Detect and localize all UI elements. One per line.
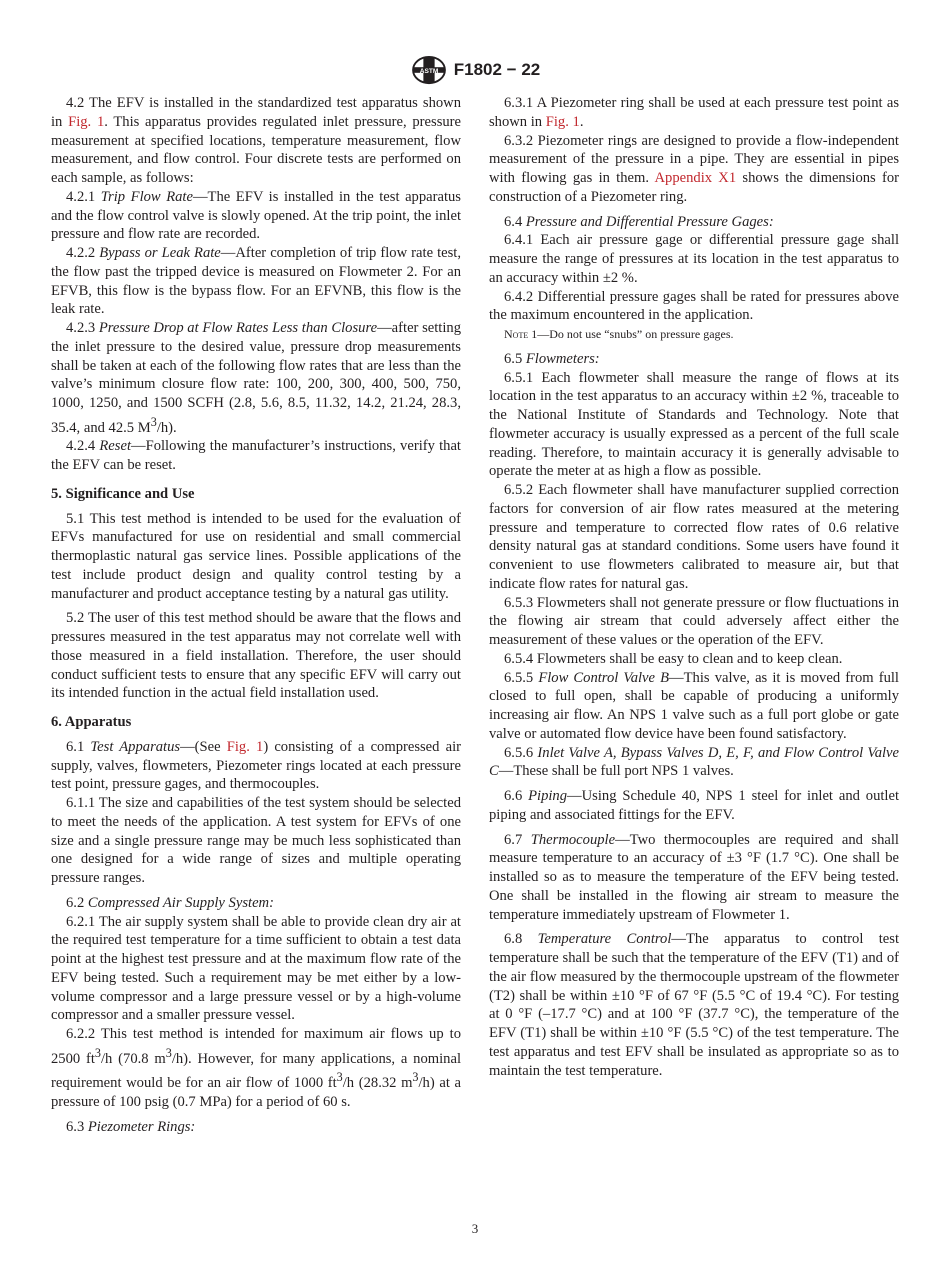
section-heading-5: 5. Significance and Use	[51, 485, 195, 502]
paragraph-6-5-5: 6.5.5 Flow Control Valve B—This valve, as it is moved from full closed to full open, shall be capable of producing a uniformly increasing air flow. An NPS 1 valve such as a full port globe or gate valve or automated flow device have been found satisfactory.	[489, 669, 899, 742]
paragraph-4-2-4: 4.2.4 Reset—Following the manufacturer’s instructions, verify that the EFV can be reset.	[51, 438, 461, 474]
paragraph-6-5-2: 6.5.2 Each flowmeter shall have manufacturer supplied correction factors for conversion of air flow rates measured at the metering pressure and temperature to corrected flow rates of 0.6 relative density natural gas at standard conditions. Some users have found it convenient to use flowmeters calibrated to measure air, but that indicate flow rates for natural gas.	[489, 482, 899, 592]
paragraph-6-5-3: 6.5.3 Flowmeters shall not generate pressure or flow fluctuations in the flowing air stream that could adversely affect either the measurement of these values or the operation of the EFV.	[489, 594, 899, 648]
right-column	[489, 94, 899, 1080]
figure-1-link[interactable]: Fig. 1	[68, 113, 105, 130]
svg-text:ASTM: ASTM	[419, 67, 439, 75]
appendix-x1-link[interactable]: Appendix X1	[654, 170, 737, 186]
figure-1-link[interactable]: Fig. 1	[545, 113, 580, 130]
paragraph-6-6: 6.6 Piping—Using Schedule 40, NPS 1 steel for inlet and outlet piping and associated fittings for the EFV.	[489, 788, 900, 823]
paragraph-6-1: 6.1 Test Apparatus—(See Fig. 1) consisting of a compressed air supply, valves, flowmeters, Piezometer rings located at each pressure test point, pressure gages, and thermocouples.	[51, 738, 461, 793]
paragraph-6-3-2: 6.3.2 Piezometer rings are designed to provide a flow-independent measurement of the pressure in a pipe. They are essential in pipes with flowing gas in them. Appendix X1 shows the dimensions for construction of a Piezometer ring.	[489, 132, 899, 205]
paragraph-6-5: 6.5 Flowmeters:	[504, 350, 600, 367]
figure-1-link[interactable]: Fig. 1	[226, 738, 264, 755]
paragraph-6-5-4: 6.5.4 Flowmeters shall be easy to clean and to keep clean.	[504, 650, 843, 667]
paragraph-4-2-1: 4.2.1 Trip Flow Rate—The EFV is installed in the test apparatus and the flow control valve is slowly opened. At the trip point, the inlet pressure and flow rate are recorded.	[51, 188, 461, 243]
paragraph-6-2-1: 6.2.1 The air supply system shall be able to provide clean dry air at the required test temperature for a time sufficient to obtain a test data point at the highest test pressure and at the maximum flow rate of the EFV being tested. Such a requirement may be met either by a low-volume compressor and a large pressure vessel or by a high-volume compressor and a smaller pressure vessel.	[51, 913, 461, 1024]
left-column	[51, 94, 461, 1137]
astm-logo-icon	[410, 55, 448, 85]
paragraph-4-2: 4.2 The EFV is installed in the standardized test apparatus shown in Fig. 1. This apparatus provides regulated inlet pressure, pressure measurement at specified locations, temperature measurement, flow measurement, and flow control. Four discrete tests are performed on each sample, as follows:	[51, 95, 462, 186]
paragraph-6-2-2: 6.2.2 This test method is intended for maximum air flows up to 2500 $ft^3/h$ (70.8 $m^3/h$). However, for many applications, a nominal requirement would be for an air flow of 1000 $ft^3/h$ (28.32 $m^3/h$) at a pressure of 100 psig (0.7 MPa) for a period of 60 s.	[51, 1026, 461, 1111]
paragraph-6-5-6: 6.5.6 Inlet Valve A, Bypass Valves D, E, F, and Flow Control Valve C—These shall be full port NPS 1 valves.	[489, 744, 899, 780]
paragraph-6-5-1: 6.5.1 Each flowmeter shall measure the range of flows at its location in the test apparatus to an accuracy within ±2 %, traceable to the National Institute of Standards and Technology. Note that flowmeter accuracy is usually expressed as a percent of the full scale reading. Therefore, to maintain accuracy it is generally advisable to operate the meter at as high a flow as possible.	[489, 369, 899, 480]
paragraph-6-7: 6.7 Thermocouple—Two thermocouples are required and shall measure temperature to an accuracy of ±3 °F (1.7 °C). One shall be installed so as to measure the temperature of the EFV being tested. One shall be installed in the flowing air stream to measure the temperature immediately upstream of Flowmeter 1.	[489, 831, 899, 923]
paragraph-6-3: 6.3 Piezometer Rings:	[66, 1118, 196, 1135]
section-heading-6: 6. Apparatus	[51, 714, 132, 731]
paragraph-5-2: 5.2 The user of this test method should be aware that the flows and pressures measured in the test apparatus may not correlate well with those measured in a field installation. Therefore, the user should conduct sufficient tests to ensure that any specific EFV will carry out its intended function in the actual field installation used.	[51, 610, 461, 702]
paragraph-6-4-1: 6.4.1 Each air pressure gage or differential pressure gage shall measure the range of pressures at its location in the test apparatus to an accuracy within ±2 %.	[489, 232, 899, 286]
note-1: Note 1—Do not use “snubs” on pressure gages.	[504, 327, 734, 341]
paragraph-6-3-1: 6.3.1 A Piezometer ring shall be used at each pressure test point as shown in Fig. 1.	[489, 95, 899, 130]
document-id: F1802 − 22	[453, 60, 541, 79]
paragraph-6-4: 6.4 Pressure and Differential Pressure Gages:	[504, 213, 774, 230]
paragraph-4-2-2: 4.2.2 Bypass or Leak Rate—After completion of trip flow rate test, the flow past the tripped device is measured on Flowmeter 2. For an EFVB, this flow is the bypass flow. For an EFVNB, this flow is the leak rate.	[51, 245, 461, 318]
page-header	[0, 55, 950, 85]
paragraph-6-1-1: 6.1.1 The size and capabilities of the test system should be selected to meet the needs of the application. A test system for EFVs of one size and a single pressure range may be much less sophisticated than one designed for a wide range of sizes and multiple operating pressure ranges.	[51, 795, 461, 887]
paragraph-6-4-2: 6.4.2 Differential pressure gages shall be rated for pressures above the maximum encountered in the application.	[489, 288, 899, 324]
paragraph-5-1: 5.1 This test method is intended to be used for the evaluation of EFVs manufactured for use on residential and small commercial thermoplastic natural gas service lines. Possible applications of the test include product design and quality control testing by a manufacturer and product acceptance testing by a natural gas utility.	[51, 510, 461, 602]
paragraph-6-8: 6.8 Temperature Control—The apparatus to control test temperature shall be such that the temperature of the EFV (T1) and of the air flow measured by the thermocouple upstream of the flowmeter (T2) shall be within ±10 °F of 67 °F (5.5 °C of 19.4 °C). For testing at 0 °F (–17.7 °C) and at 100 °F (37.7 °C), the temperature of the EFV (T1) shall be within ±10 °F (5.5 °C) of the test temperature. The test apparatus and test EFV shall be insulated as appropriate so as to maintain the test temperature.	[489, 931, 900, 1079]
paragraph-6-2: 6.2 Compressed Air Supply System:	[66, 894, 274, 911]
paragraph-4-2-3: 4.2.3 Pressure Drop at Flow Rates Less than Closure—after setting the inlet pressure to the desired value, pressure drop measurements shall be taken at each of the following flow rates that are less than the valve’s minimum closure flow rate: 100, 200, 300, 400, 500, 750, 1000, 1250, and 1500 SCFH (2.8, 5.6, 8.5, 11.32, 14.2, 21.24, 28.3, 35.4, and 42.5 $M^3/h$).	[51, 320, 461, 436]
page-number: 3	[471, 1221, 479, 1236]
